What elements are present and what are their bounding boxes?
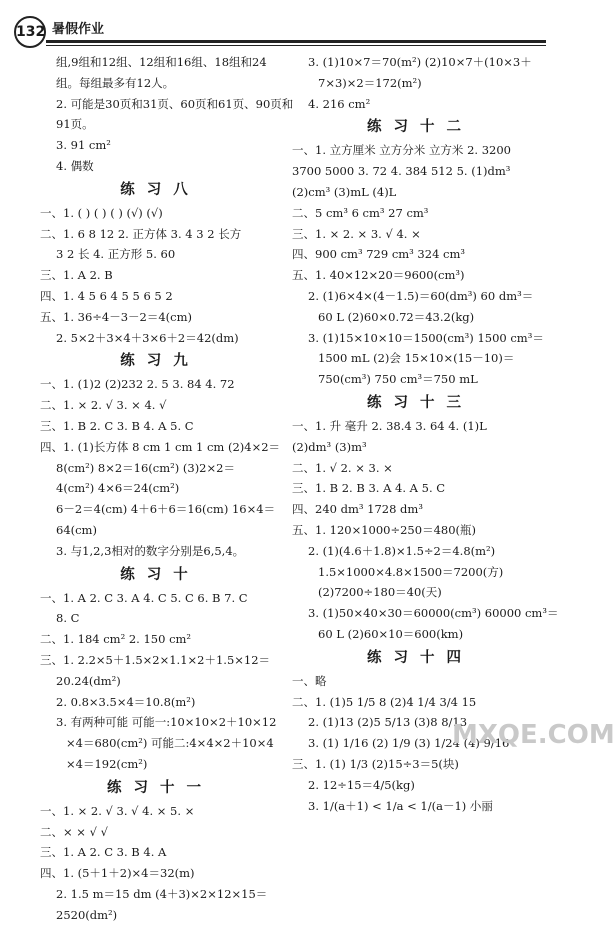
answer-line: 1500 mL (2)会 15×10×(15－10)＝ [318,351,515,366]
answer-line: 3. 有两种可能 可能一:10×10×2＋10×12 [56,715,277,730]
section-title: 练习九 [120,352,200,370]
answer-line: 2. 可能是30页和31页、60页和61页、90页和 [56,96,294,111]
answer-line: 3. (1)10×7＝70(m²) (2)10×7＋(10×3＋ [308,55,532,69]
answer-line: 二、5 cm³ 6 cm³ 27 cm³ [292,205,429,220]
answer-line: (2)dm³ (3)m³ [292,439,367,454]
answer-line: 一、1. (1)2 (2)232 2. 5 3. 84 4. 72 [40,377,235,392]
section-title: 练习十一 [107,778,213,796]
answer-line: 2. (1)13 (2)5 5/13 (3)8 8/13 [308,715,468,730]
answer-line: 一、1. 升 毫升 2. 38.4 3. 64 4. (1)L [292,418,487,433]
answer-line: 3. (1) 1/16 (2) 1/9 (3) 1/24 (4) 9/16 [308,736,510,751]
answer-line: 组,9组和12组、12组和16组、18组和24 [56,55,267,69]
answer-line: 64(cm) [56,522,97,537]
answer-line: 三、1. A 2. B [40,268,113,283]
answer-line: 3. (1)15×10×10＝1500(cm³) 1500 cm³＝ [308,330,544,345]
answer-line: 7×3)×2＝172(m²) [318,75,422,90]
answer-line: (2)cm³ (3)mL (4)L [292,184,397,199]
answer-line: 6－2＝4(cm) 4＋6＋6＝16(cm) 16×4＝ [56,502,276,517]
answer-line: 2. 5×2＋3×4＋3×6＋2＝42(dm) [56,330,239,345]
answer-line: 四、900 cm³ 729 cm³ 324 cm³ [292,247,465,262]
answer-line: 3 2 长 4. 正方形 5. 60 [56,247,176,262]
answer-line: 91页。 [56,117,94,132]
answer-line: (2)7200÷180＝40(天) [318,585,442,600]
watermark-site: MXQE.COM [452,720,615,750]
header-rule [46,40,546,43]
answer-line: 8. C [56,611,80,626]
answer-line: 20.24(dm²) [56,673,121,688]
answer-line: ×4＝192(cm²) [66,756,148,771]
answer-line: 二、1. × 2. √ 3. × 4. √ [40,398,167,413]
answer-line: 四、240 dm³ 1728 dm³ [292,502,423,517]
answer-line: 60 L (2)60×0.72＝43.2(kg) [318,309,475,324]
answer-line: 2. (1)(4.6＋1.8)×1.5÷2＝4.8(m²) [308,543,496,558]
answer-line: 四、1. 4 5 6 4 5 5 6 5 2 [40,288,173,303]
answer-line: 一、1. ( ) ( ) ( ) (√) (√) [40,205,163,220]
answer-line: 一、略 [292,673,327,688]
answer-line: 二、1. 184 cm² 2. 150 cm² [40,632,192,647]
answer-line: 二、× × √ √ [40,824,108,839]
answer-line: 3. 与1,2,3相对的数字分别是6,5,4。 [56,543,245,558]
answer-line: 3. (1)50×40×30＝60000(cm³) 60000 cm³＝ [308,606,559,621]
answer-line: 四、1. (1)长方体 8 cm 1 cm 1 cm (2)4×2＝ [40,439,281,454]
answer-line: 一、1. A 2. C 3. A 4. C 5. C 6. B 7. C [40,590,248,605]
answer-line: 五、1. 36÷4－3－2＝4(cm) [40,309,192,324]
answer-line: 3. 91 cm² [56,138,111,153]
answer-line: 一、1. × 2. √ 3. √ 4. × 5. × [40,803,195,818]
answer-line: 五、1. 40×12×20＝9600(cm³) [292,268,465,283]
answer-line: 2. 12÷15＝4/5(kg) [308,777,415,792]
answer-line: 五、1. 120×1000÷250＝480(瓶) [292,522,476,537]
answer-line: 2520(dm²) [56,907,118,922]
answer-line: 4. 216 cm² [308,96,371,111]
answer-line: 4(cm²) 4×6＝24(cm²) [56,481,180,496]
answer-line: 750(cm³) 750 cm³＝750 mL [318,372,478,387]
answer-line: 三、1. 2.2×5＋1.5×2×1.1×2＋1.5×12＝ [40,652,271,667]
section-title: 练习十四 [367,648,473,666]
answer-line: 3700 5000 3. 72 4. 384 512 5. (1)dm³ [292,164,511,179]
answer-line: 2. 0.8×3.5×4＝10.8(m²) [56,694,196,709]
answer-line: 组。每组最多有12人。 [56,75,175,90]
answer-line: 三、1. B 2. B 3. A 4. A 5. C [292,481,446,496]
answer-line: 2. (1)6×4×(4－1.5)＝60(dm³) 60 dm³＝ [308,288,534,303]
answer-line: 8(cm²) 8×2＝16(cm²) (3)2×2＝ [56,460,235,475]
answer-line: 三、1. (1) 1/3 (2)15÷3＝5(块) [292,756,459,771]
left-column [40,52,294,925]
answer-line: 一、1. 立方厘米 立方分米 立方米 2. 3200 [292,143,511,158]
section-title: 练习十二 [367,118,473,136]
answer-line: 二、1. (1)5 1/5 8 (2)4 1/4 3/4 15 [292,694,477,709]
answer-line: 二、1. √ 2. × 3. × [292,460,393,475]
answer-line: 三、1. × 2. × 3. √ 4. × [292,226,421,241]
right-column [292,52,559,816]
answer-line: 60 L (2)60×10＝600(km) [318,626,464,641]
answer-line: 四、1. (5＋1＋2)×4＝32(m) [40,866,195,881]
section-title: 练习十三 [367,393,473,411]
answer-line: 三、1. A 2. C 3. B 4. A [40,845,167,860]
page-header [0,0,560,44]
header-rule-thin [46,45,546,46]
answer-line: 4. 偶数 [56,158,94,173]
answer-line: 二、1. 6 8 12 2. 正方体 3. 4 3 2 长方 [40,226,242,241]
answer-line: 2. 1.5 m＝15 dm (4＋3)×2×12×15＝ [56,886,268,901]
section-title: 练习十 [120,565,200,583]
answer-line: 3. 1/(a＋1) < 1/a < 1/(a－1) 小丽 [308,798,493,813]
answer-line: ×4＝680(cm²) 可能二:4×4×2＋10×4 [66,736,274,751]
page-number: 132 [14,16,46,48]
header-title: 暑假作业 [52,22,105,37]
section-title: 练习八 [120,180,200,198]
answer-line: 1.5×1000×4.8×1500＝7200(方) [318,564,504,579]
answer-line: 三、1. B 2. C 3. B 4. A 5. C [40,418,194,433]
